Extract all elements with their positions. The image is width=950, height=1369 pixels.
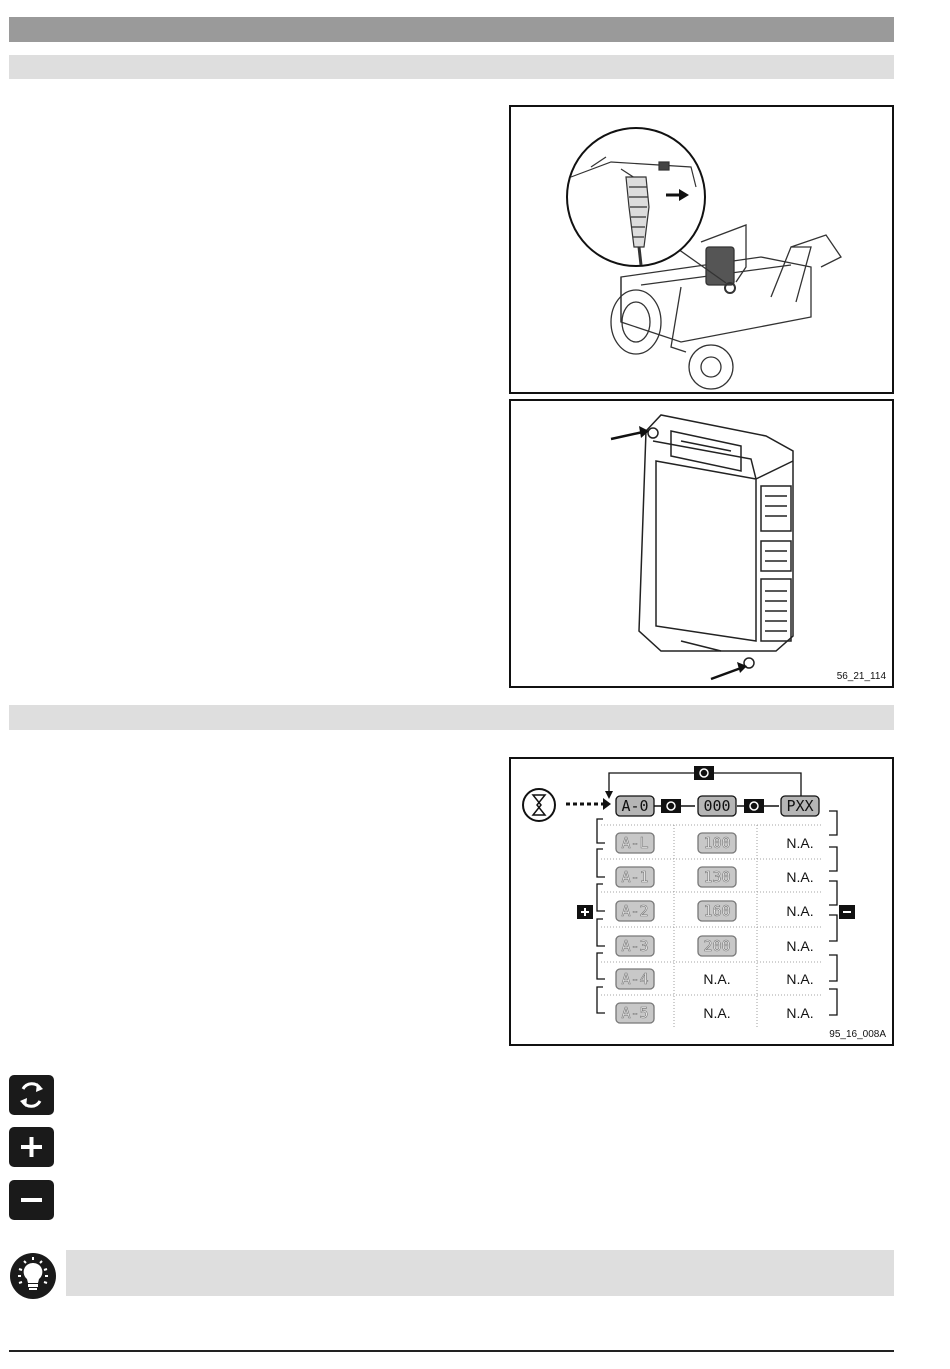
header-bar [9, 17, 894, 42]
menu-cell-na: N.A. [786, 835, 814, 851]
timer-icon [523, 789, 555, 821]
lcd-display-text: A-0 [621, 797, 649, 815]
tip-box [66, 1250, 894, 1296]
menu-cell-na: N.A. [786, 869, 814, 885]
lcd-display-text: 000 [703, 797, 731, 815]
cycle-icon [9, 1075, 54, 1115]
lcd-display-text: 200 [703, 937, 731, 955]
section-bar-1 [9, 55, 894, 79]
battery-connector-illustration [511, 107, 892, 392]
lcd-display-text: A-L [621, 834, 649, 852]
lcd-display-text: 130 [703, 868, 731, 886]
menu-cell-na: N.A. [703, 971, 731, 987]
lcd-display-text: 100 [703, 834, 731, 852]
figure-code: 95_16_008A [829, 1029, 886, 1040]
figure-battery-connector [509, 105, 894, 394]
menu-rows [616, 796, 819, 1023]
lcd-display-text: A-4 [621, 970, 649, 988]
lcd-display-text: A-1 [621, 868, 649, 886]
menu-cell-na: N.A. [703, 1005, 731, 1021]
footer-rule [9, 1350, 894, 1352]
menu-cell-na: N.A. [786, 971, 814, 987]
figure-code: 56_21_114 [836, 671, 886, 682]
menu-cell-na: N.A. [786, 903, 814, 919]
plus-icon [9, 1127, 54, 1167]
display-menu-diagram [511, 759, 892, 1044]
minus-icon [9, 1180, 54, 1220]
menu-cell-na: N.A. [786, 1005, 814, 1021]
menu-cell-na: N.A. [786, 938, 814, 954]
figure-battery-pack [509, 399, 894, 688]
lcd-display-text: PXX [786, 797, 814, 815]
lcd-display-text: A-3 [621, 937, 649, 955]
lightbulb-icon [9, 1252, 57, 1300]
battery-pack-illustration [511, 401, 892, 686]
lcd-display-text: A-2 [621, 902, 649, 920]
lcd-display-text: 160 [703, 902, 731, 920]
lcd-display-text: A-5 [621, 1004, 649, 1022]
section-bar-2 [9, 705, 894, 730]
figure-display-menu [509, 757, 894, 1046]
